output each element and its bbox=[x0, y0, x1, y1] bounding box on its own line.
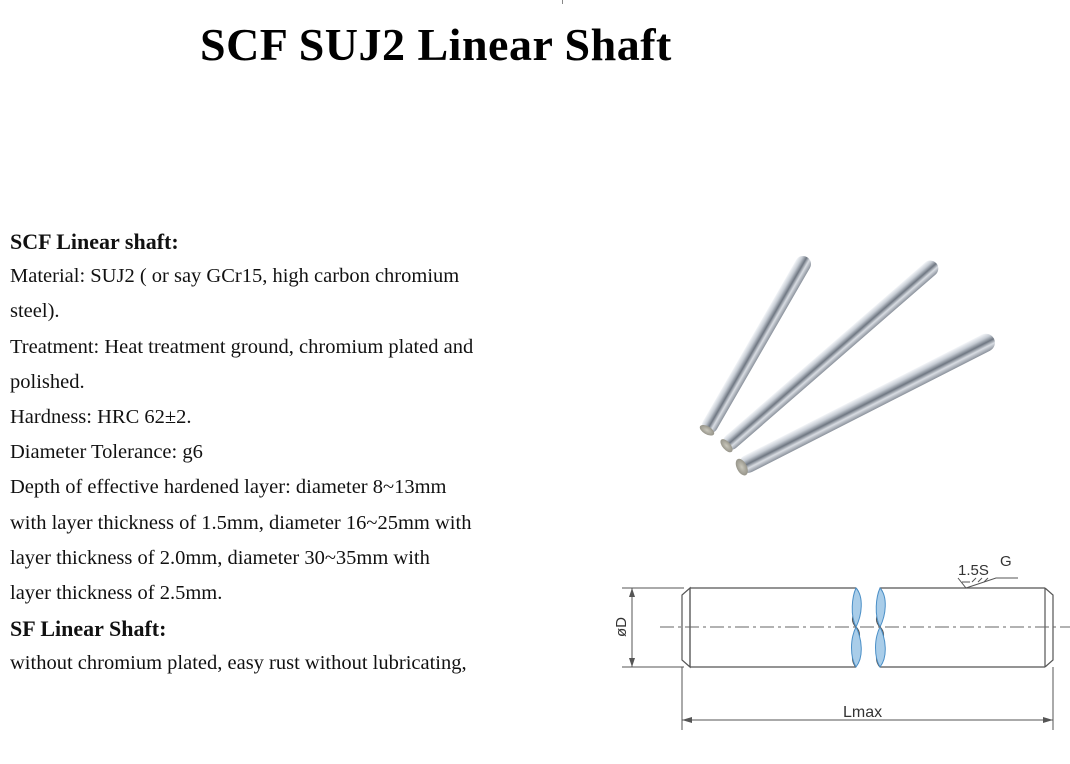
depth-line-1: Depth of effective hardened layer: diameter 8~13mm bbox=[10, 476, 447, 499]
material-line-2: steel). bbox=[10, 300, 60, 323]
depth-line-2: with layer thickness of 1.5mm, diameter 16~25mm with bbox=[10, 511, 472, 534]
sf-line-1: without chromium plated, easy rust without lubricating, bbox=[10, 652, 467, 675]
treatment-line-1: Treatment: Heat treatment ground, chromium plated and bbox=[10, 335, 474, 358]
depth-line-3: layer thickness of 2.0mm, diameter 30~35mm with bbox=[10, 546, 430, 569]
grade-label: G bbox=[1000, 553, 1012, 570]
shaft-technical-drawing bbox=[600, 545, 1070, 740]
tolerance-line: Diameter Tolerance: g6 bbox=[10, 441, 203, 464]
scf-heading: SCF Linear shaft: bbox=[10, 229, 179, 254]
material-line-1: Material: SUJ2 ( or say GCr15, high carbon chromium bbox=[10, 265, 460, 288]
hardness-line: Hardness: HRC 62±2. bbox=[10, 406, 192, 429]
diameter-label: øD bbox=[613, 617, 630, 637]
sf-heading: SF Linear Shaft: bbox=[10, 616, 167, 642]
page-title: SCF SUJ2 Linear Shaft bbox=[200, 19, 672, 70]
length-label: Lmax bbox=[843, 704, 883, 721]
surface-finish-symbol bbox=[958, 578, 1018, 588]
shaft-rods-image bbox=[690, 248, 1010, 488]
depth-line-4: layer thickness of 2.5mm. bbox=[10, 582, 223, 605]
top-tick-mark bbox=[562, 0, 563, 4]
description-block bbox=[10, 224, 570, 682]
surface-roughness-label: 1.5S bbox=[958, 562, 989, 579]
treatment-line-2: polished. bbox=[10, 370, 85, 393]
